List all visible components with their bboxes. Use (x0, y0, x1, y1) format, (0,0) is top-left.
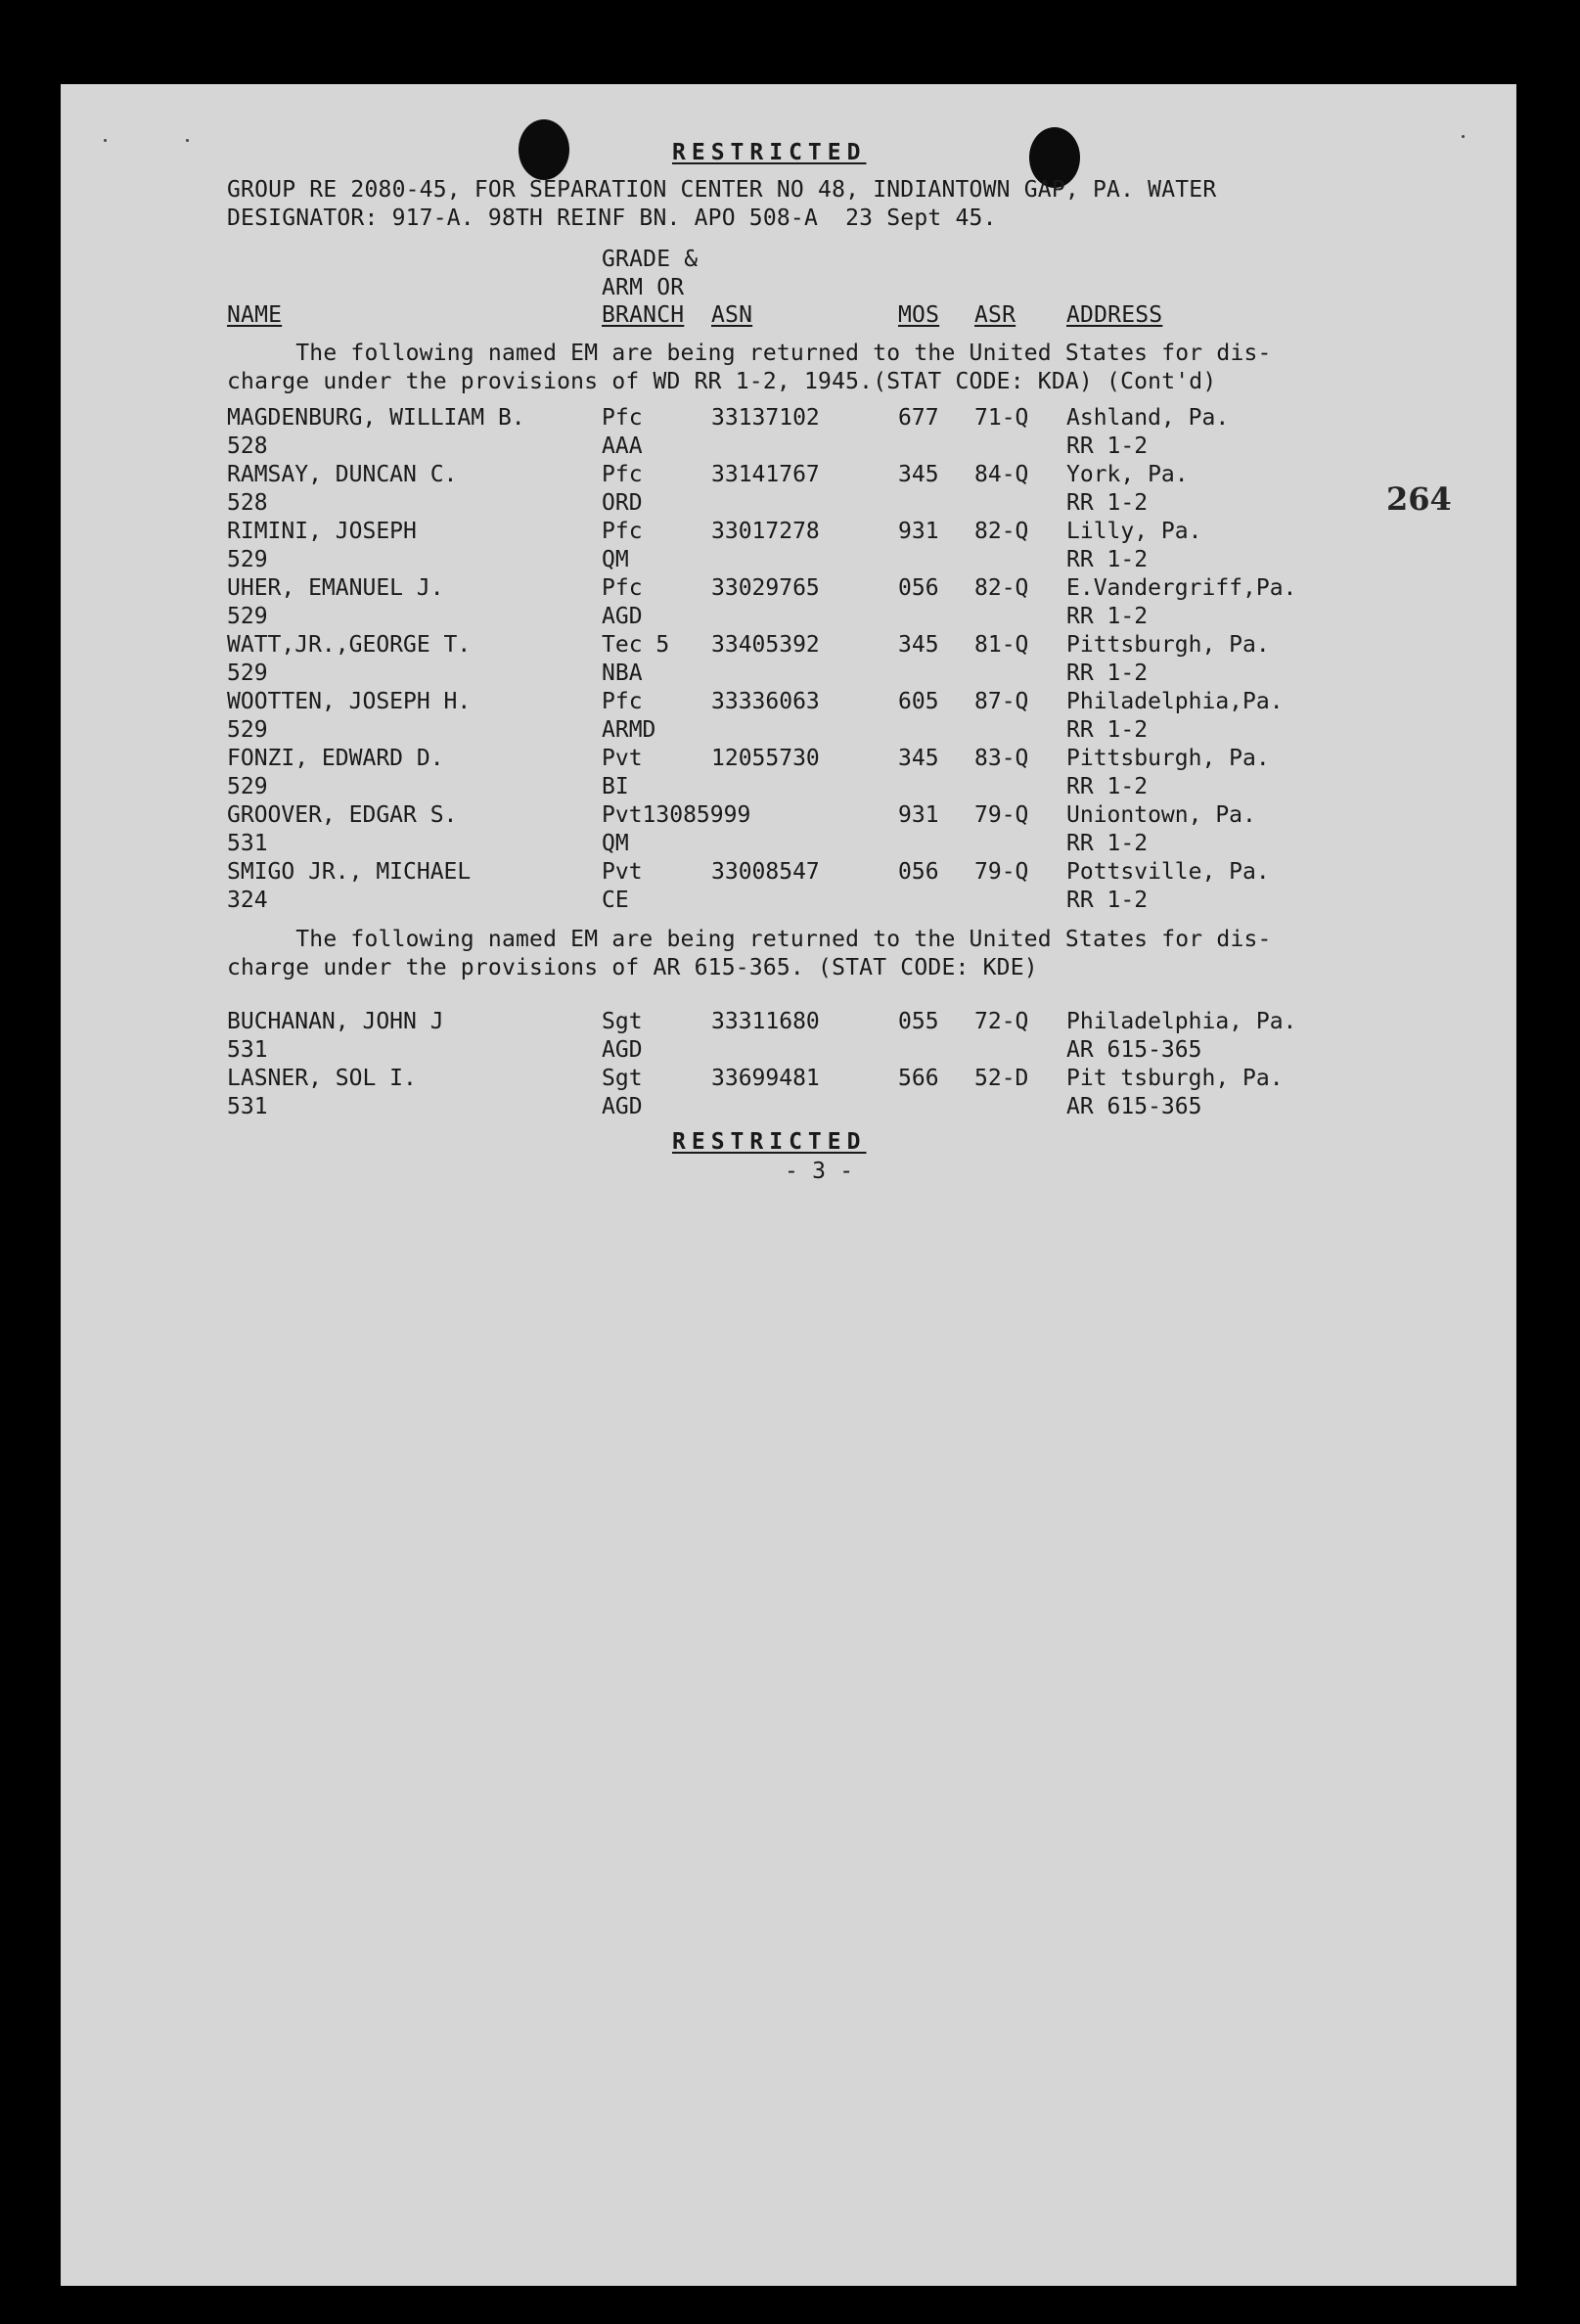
cell-name: RIMINI, JOSEPH (227, 519, 417, 544)
table-row (61, 688, 1516, 745)
cell-authority: RR 1-2 (1066, 547, 1149, 572)
cell-address: Lilly, Pa. (1066, 519, 1202, 544)
cell-asr: 52-D (974, 1066, 1029, 1091)
cell-asn: 33336063 (711, 689, 820, 714)
cell-address: Pottsville, Pa. (1066, 859, 1270, 885)
cell-address: Philadelphia,Pa. (1066, 689, 1284, 714)
cell-asn: 33311680 (711, 1009, 820, 1034)
cell-grade: Pfc (602, 462, 643, 487)
cell-authority: RR 1-2 (1066, 604, 1149, 629)
cell-asr: 84-Q (974, 462, 1029, 487)
cell-grade: Sgt (602, 1009, 643, 1034)
cell-mos: 931 (898, 519, 939, 544)
cell-address: Pittsburgh, Pa. (1066, 632, 1270, 658)
section2-intro-line-1: The following named EM are being returned to the United States for dis- (227, 927, 1272, 952)
cell-asn: 12055730 (711, 746, 820, 771)
cell-name: MAGDENBURG, WILLIAM B. (227, 405, 525, 431)
cell-grade: Pfc (602, 405, 643, 431)
cell-branch: NBA (602, 661, 643, 686)
cell-address: Philadelphia, Pa. (1066, 1009, 1297, 1034)
cell-authority: RR 1-2 (1066, 831, 1149, 856)
cell-mos: 605 (898, 689, 939, 714)
cell-branch: AGD (602, 1094, 643, 1119)
col-grade-line-1: GRADE & (602, 247, 699, 272)
cell-address: Uniontown, Pa. (1066, 802, 1256, 828)
cell-grade: Pfc (602, 519, 643, 544)
cell-address: Ashland, Pa. (1066, 405, 1230, 431)
cell-branch: ARMD (602, 717, 656, 743)
cell-asr: 71-Q (974, 405, 1029, 431)
document-page (61, 84, 1516, 2286)
punch-hole-left (519, 119, 569, 180)
table-row (61, 631, 1516, 688)
cell-grade: Sgt (602, 1066, 643, 1091)
cell-grade: Pvt (602, 859, 643, 885)
cell-authority: RR 1-2 (1066, 888, 1149, 913)
speck (186, 139, 189, 142)
cell-code: 324 (227, 888, 268, 913)
cell-mos: 056 (898, 859, 939, 885)
cell-asn: 33137102 (711, 405, 820, 431)
cell-grade: Pfc (602, 575, 643, 601)
cell-code: 528 (227, 433, 268, 459)
cell-branch: AGD (602, 1037, 643, 1063)
section1-intro-line-2: charge under the provisions of WD RR 1-2, 1945.(STAT CODE: KDA) (Cont'd) (227, 369, 1217, 394)
table-row (61, 518, 1516, 574)
cell-address: Pit tsburgh, Pa. (1066, 1066, 1284, 1091)
col-mos: MOS (898, 302, 940, 328)
table-row (61, 461, 1516, 518)
cell-name: WOOTTEN, JOSEPH H. (227, 689, 472, 714)
cell-name: UHER, EMANUEL J. (227, 575, 444, 601)
cell-name: LASNER, SOL I. (227, 1066, 417, 1091)
cell-authority: AR 615-365 (1066, 1037, 1202, 1063)
cell-name: GROOVER, EDGAR S. (227, 802, 458, 828)
cell-address: E.Vandergriff,Pa. (1066, 575, 1297, 601)
cell-asr: 72-Q (974, 1009, 1029, 1034)
cell-name: BUCHANAN, JOHN J (227, 1009, 444, 1034)
col-grade-line-3: BRANCH (602, 302, 685, 328)
cell-name: SMIGO JR., MICHAEL (227, 859, 472, 885)
cell-branch: QM (602, 831, 629, 856)
cell-asn: 33029765 (711, 575, 820, 601)
header-title: RESTRICTED (672, 140, 867, 165)
cell-grade: Pvt (602, 746, 643, 771)
cell-asr: 83-Q (974, 746, 1029, 771)
cell-authority: RR 1-2 (1066, 661, 1149, 686)
table-row (61, 801, 1516, 858)
cell-branch: AGD (602, 604, 643, 629)
cell-mos: 677 (898, 405, 939, 431)
cell-branch: AAA (602, 433, 643, 459)
cell-code: 529 (227, 717, 268, 743)
cell-mos: 056 (898, 575, 939, 601)
cell-branch: BI (602, 774, 629, 799)
cell-grade: Tec 5 (602, 632, 670, 658)
cell-name: RAMSAY, DUNCAN C. (227, 462, 458, 487)
cell-asn: 33017278 (711, 519, 820, 544)
cell-asn: 33141767 (711, 462, 820, 487)
table-row (61, 1065, 1516, 1121)
cell-mos: 566 (898, 1066, 939, 1091)
cell-asr: 87-Q (974, 689, 1029, 714)
cell-asn: 33699481 (711, 1066, 820, 1091)
col-asn: ASN (711, 302, 753, 328)
cell-authority: AR 615-365 (1066, 1094, 1202, 1119)
cell-mos: 055 (898, 1009, 939, 1034)
cell-code: 529 (227, 604, 268, 629)
table-row (61, 574, 1516, 631)
page-stamp-number: 264 (1386, 480, 1452, 518)
col-address: ADDRESS (1066, 302, 1163, 328)
cell-authority: RR 1-2 (1066, 717, 1149, 743)
cell-mos: 931 (898, 802, 939, 828)
cell-address: Pittsburgh, Pa. (1066, 746, 1270, 771)
section1-intro-line-1: The following named EM are being returned to the United States for dis- (227, 341, 1272, 366)
cell-code: 529 (227, 774, 268, 799)
cell-asn: 33008547 (711, 859, 820, 885)
col-asr: ASR (974, 302, 1016, 328)
cell-asr: 82-Q (974, 519, 1029, 544)
cell-branch: ORD (602, 490, 643, 516)
cell-asr: 82-Q (974, 575, 1029, 601)
table-row (61, 404, 1516, 461)
speck (1462, 135, 1465, 138)
cell-asr: 79-Q (974, 802, 1029, 828)
header-line-2: DESIGNATOR: 917-A. 98TH REINF BN. APO 508-A 23 Sept 45. (227, 205, 997, 231)
cell-grade: Pvt13085999 (602, 802, 751, 828)
cell-address: York, Pa. (1066, 462, 1189, 487)
cell-asr: 79-Q (974, 859, 1029, 885)
cell-code: 529 (227, 661, 268, 686)
cell-code: 528 (227, 490, 268, 516)
cell-code: 529 (227, 547, 268, 572)
table-row (61, 1008, 1516, 1065)
cell-name: FONZI, EDWARD D. (227, 746, 444, 771)
table-row (61, 745, 1516, 801)
col-grade-line-2: ARM OR (602, 275, 685, 300)
cell-code: 531 (227, 1037, 268, 1063)
cell-mos: 345 (898, 746, 939, 771)
section2-intro-line-2: charge under the provisions of AR 615-365. (STAT CODE: KDE) (227, 955, 1038, 980)
cell-branch: CE (602, 888, 629, 913)
cell-authority: RR 1-2 (1066, 774, 1149, 799)
cell-mos: 345 (898, 632, 939, 658)
cell-code: 531 (227, 831, 268, 856)
col-name: NAME (227, 302, 283, 328)
table-row (61, 858, 1516, 915)
cell-name: WATT,JR.,GEORGE T. (227, 632, 472, 658)
cell-code: 531 (227, 1094, 268, 1119)
cell-grade: Pfc (602, 689, 643, 714)
cell-authority: RR 1-2 (1066, 490, 1149, 516)
cell-mos: 345 (898, 462, 939, 487)
header-line-1: GROUP RE 2080-45, FOR SEPARATION CENTER NO 48, INDIANTOWN GAP, PA. WATER (227, 177, 1217, 203)
speck (104, 139, 107, 142)
cell-asr: 81-Q (974, 632, 1029, 658)
footer-page-number: - 3 - (785, 1159, 854, 1184)
cell-authority: RR 1-2 (1066, 433, 1149, 459)
footer-title: RESTRICTED (672, 1129, 867, 1155)
cell-asn: 33405392 (711, 632, 820, 658)
cell-branch: QM (602, 547, 629, 572)
